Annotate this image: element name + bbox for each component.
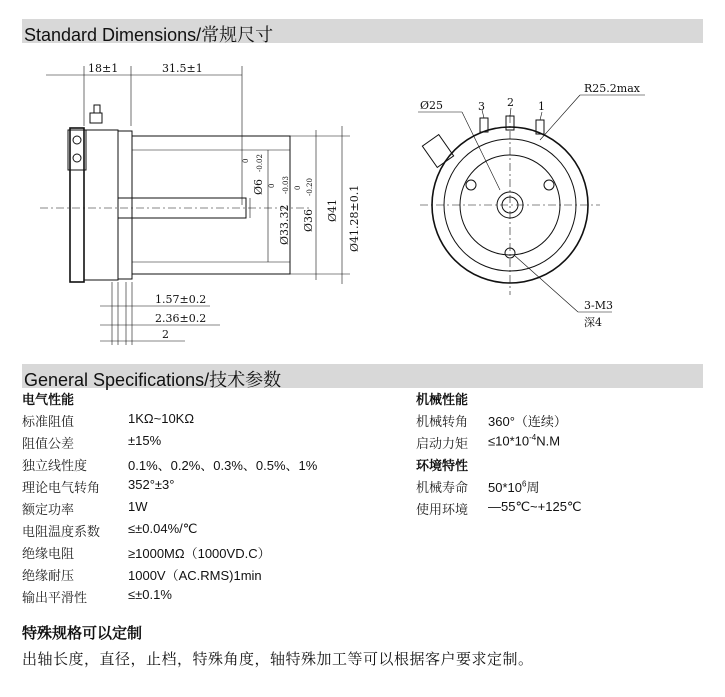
dia-shaft-tol-lower: -0.02 (256, 154, 264, 172)
spec-label: 机械寿命 (416, 481, 469, 496)
dia-36-tol-lower: -0.20 (306, 178, 314, 196)
dia-25-label: Ø25 (420, 99, 444, 112)
spec-label: 绝缘耐压 (22, 569, 75, 584)
dia-36-tol-upper: 0 (294, 185, 302, 190)
specs-section-title: General Specifications/技术参数 (24, 370, 282, 390)
life-value-unit: 周 (526, 480, 540, 495)
spec-value: —55℃~+125℃ (488, 499, 582, 514)
spec-label: 理论电气转角 (22, 481, 101, 496)
dim-bottom-1: 1.57±0.2 (155, 293, 207, 306)
spec-label: 电阻温度系数 (22, 525, 101, 540)
side-view-drawing (40, 62, 361, 345)
dia-33-tol-lower: -0.03 (282, 176, 290, 194)
spec-label: 启动力矩 (416, 437, 469, 452)
torque-value-exponent: -4 (529, 433, 537, 442)
specs-section-header (22, 364, 703, 388)
spec-value (488, 477, 539, 496)
terminal-2-label: 2 (507, 96, 514, 109)
dia-36-label: Ø36 (302, 208, 315, 232)
holes-label: 3-M3 (584, 299, 613, 312)
spec-value: 0.1%、0.2%、0.3%、0.5%、1% (128, 458, 318, 473)
spec-value: 360°（连续） (488, 414, 567, 429)
spec-value: ±15% (128, 433, 162, 448)
dia-33-label: Ø33.32 (278, 204, 291, 245)
torque-value-base: ≤10*10 (488, 433, 530, 449)
dimensions-section-title: Standard Dimensions/常规尺寸 (24, 25, 274, 45)
spec-value: 1000V（AC.RMS)1min (128, 568, 262, 583)
dia-shaft-tol-upper: 0 (242, 158, 250, 163)
life-value-base: 50*10 (488, 480, 522, 495)
spec-label: 阻值公差 (22, 437, 75, 452)
spec-label: 绝缘电阻 (22, 547, 75, 562)
terminal-3-label: 3 (478, 100, 485, 113)
depth-label: 深4 (584, 316, 602, 329)
spec-value: ≤±0.1% (128, 587, 172, 602)
environment-title: 环境特性 (416, 459, 469, 474)
spec-value (488, 433, 560, 448)
dim-top-right: 31.5±1 (162, 62, 203, 75)
spec-value: 1W (128, 499, 148, 514)
spec-value: 1KΩ~10KΩ (128, 411, 195, 426)
spec-value: ≤±0.04%/℃ (128, 521, 198, 536)
dia-41-28-label: Ø41.28±0.1 (348, 184, 361, 252)
spec-label: 额定功率 (22, 503, 75, 518)
dim-bottom-3: 2 (162, 328, 169, 341)
front-view-drawing (418, 82, 645, 329)
spec-value: 352°±3° (128, 477, 175, 492)
spec-label: 标准阻值 (22, 415, 75, 430)
spec-label: 输出平滑性 (22, 591, 88, 606)
terminal-1-label: 1 (538, 100, 545, 113)
radius-max-label: R25.2max (584, 82, 640, 95)
custom-title: 特殊规格可以定制 (22, 624, 143, 642)
torque-value-unit: N.M (536, 433, 561, 449)
spec-label: 使用环境 (416, 503, 469, 518)
spec-label: 独立线性度 (22, 459, 88, 474)
custom-text: 出轴长度，直径，止档，特殊角度，轴特殊加工等可以根据客户要求定制。 (22, 650, 534, 668)
spec-value: ≥1000MΩ（1000VD.C） (128, 546, 271, 561)
spec-label: 机械转角 (416, 415, 469, 430)
mechanical-title: 机械性能 (416, 393, 469, 408)
dim-bottom-2: 2.36±0.2 (155, 312, 207, 325)
electrical-title: 电气性能 (22, 393, 75, 408)
dim-top-left: 18±1 (88, 62, 119, 75)
dia-41-label: Ø41 (326, 198, 339, 222)
dia-33-tol-upper: 0 (268, 183, 276, 188)
life-value-exponent: 6 (521, 479, 527, 489)
dia-shaft-label: Ø6 (252, 178, 265, 195)
